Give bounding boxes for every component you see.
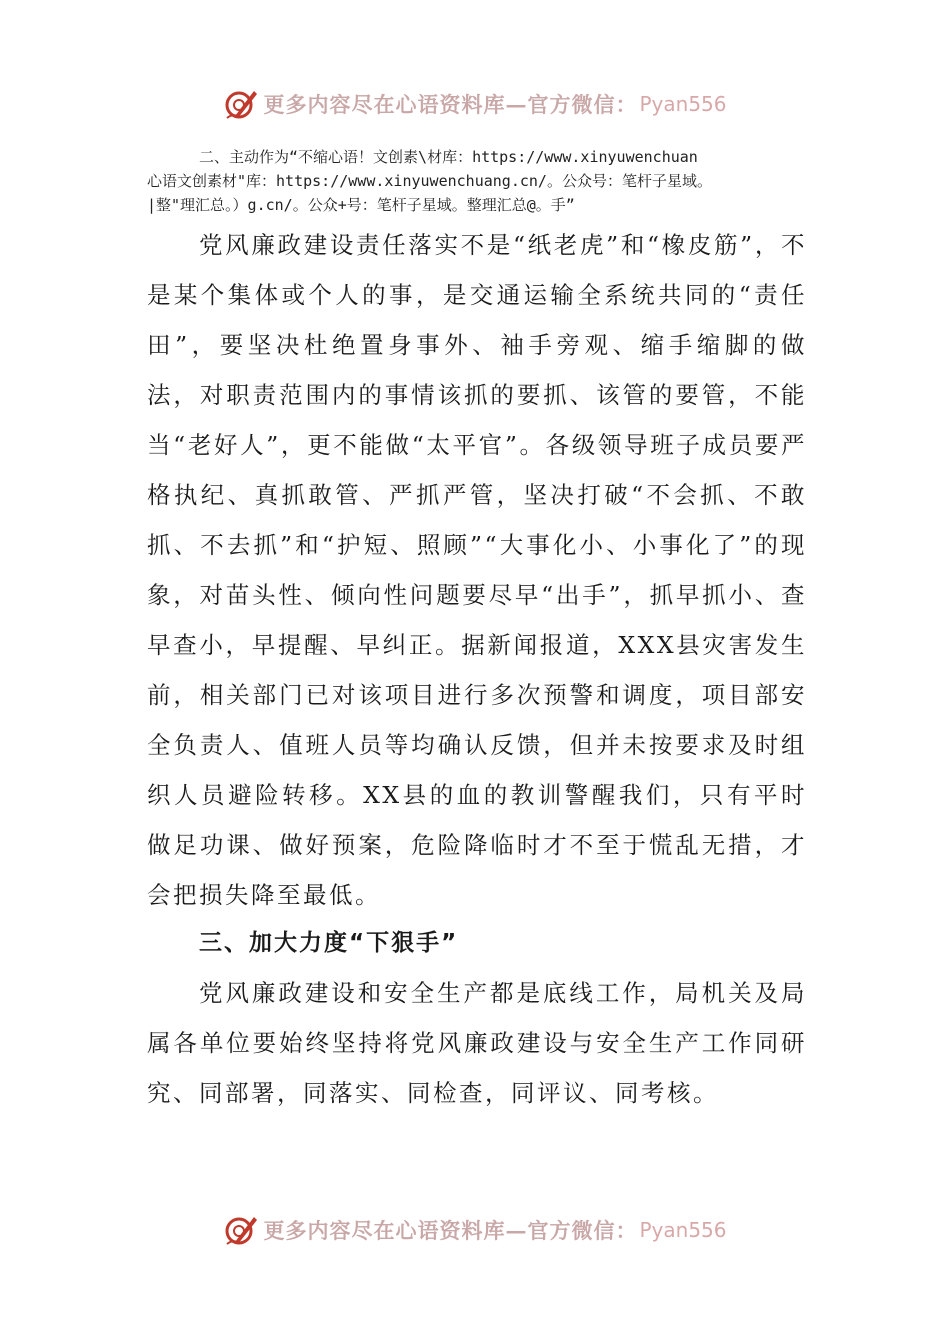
header-line: 心语文创素材"库：https://www.xinyuwenchuang.cn/。公众号：笔杆子星域。 <box>147 172 712 190</box>
section-heading: 三、加大力度“下狠手” <box>199 930 459 956</box>
banner-handle: Pyan556 <box>639 92 727 116</box>
banner-text: 更多内容尽在心语资料库—官方微信： <box>263 92 638 117</box>
body-paragraph: 党风廉政建设责任落实不是“纸老虎”和“橡皮筋”，不是某个集体或个人的事，是交通运输全系统共同的“责任田”，要坚决杜绝置身事外、袖手旁观、缩手缩脚的做法，对职责范围内的事情该抓的要抓、该管的要管，不能当“老好人”，更不能做“太平官”。各级领导班子成员要严格执纪、真抓敢管、严抓严管，坚决打破“不会抓、不敢抓、不去抓”和“护短、照顾”“大事化小、小事化了”的现象，对苗头性、倾向性问题要尽早“出手”，抓早抓小、查早查小，早提醒、早纠正。据新闻报道，XXX县灾害发生前，相关部门已对该项目进行多次预警和调度，项目部安全负责人、值班人员等均确认反馈，但并未按要求及时组织人员避险转移。XX县的血的教训警醒我们，只有平时做足功课、做好预案，危险降临时才不至于慌乱无措，才会把损失降至最低。 <box>147 231 807 909</box>
footer-banner <box>0 1208 950 1252</box>
pen-logo-icon <box>223 86 259 122</box>
header-line: |整"理汇总。）g.cn/。公众+号：笔杆子星域。整理汇总@。手” <box>147 196 575 214</box>
banner-handle: Pyan556 <box>639 1218 727 1242</box>
header-banner <box>0 82 950 126</box>
banner-text: 更多内容尽在心语资料库—官方微信： <box>263 1218 638 1243</box>
header-notice <box>147 145 807 217</box>
main-text <box>147 220 807 920</box>
pen-logo-icon <box>223 1212 259 1248</box>
section-paragraph: 党风廉政建设和安全生产都是底线工作，局机关及局属各单位要始终坚持将党风廉政建设与安全生产工作同研究、同部署，同落实、同检查，同评议、同考核。 <box>147 979 807 1107</box>
header-line: 二、主动作为“不缩心语！文创素\材库：https://www.xinyuwenchuan <box>199 148 698 166</box>
section-three <box>147 918 807 1118</box>
